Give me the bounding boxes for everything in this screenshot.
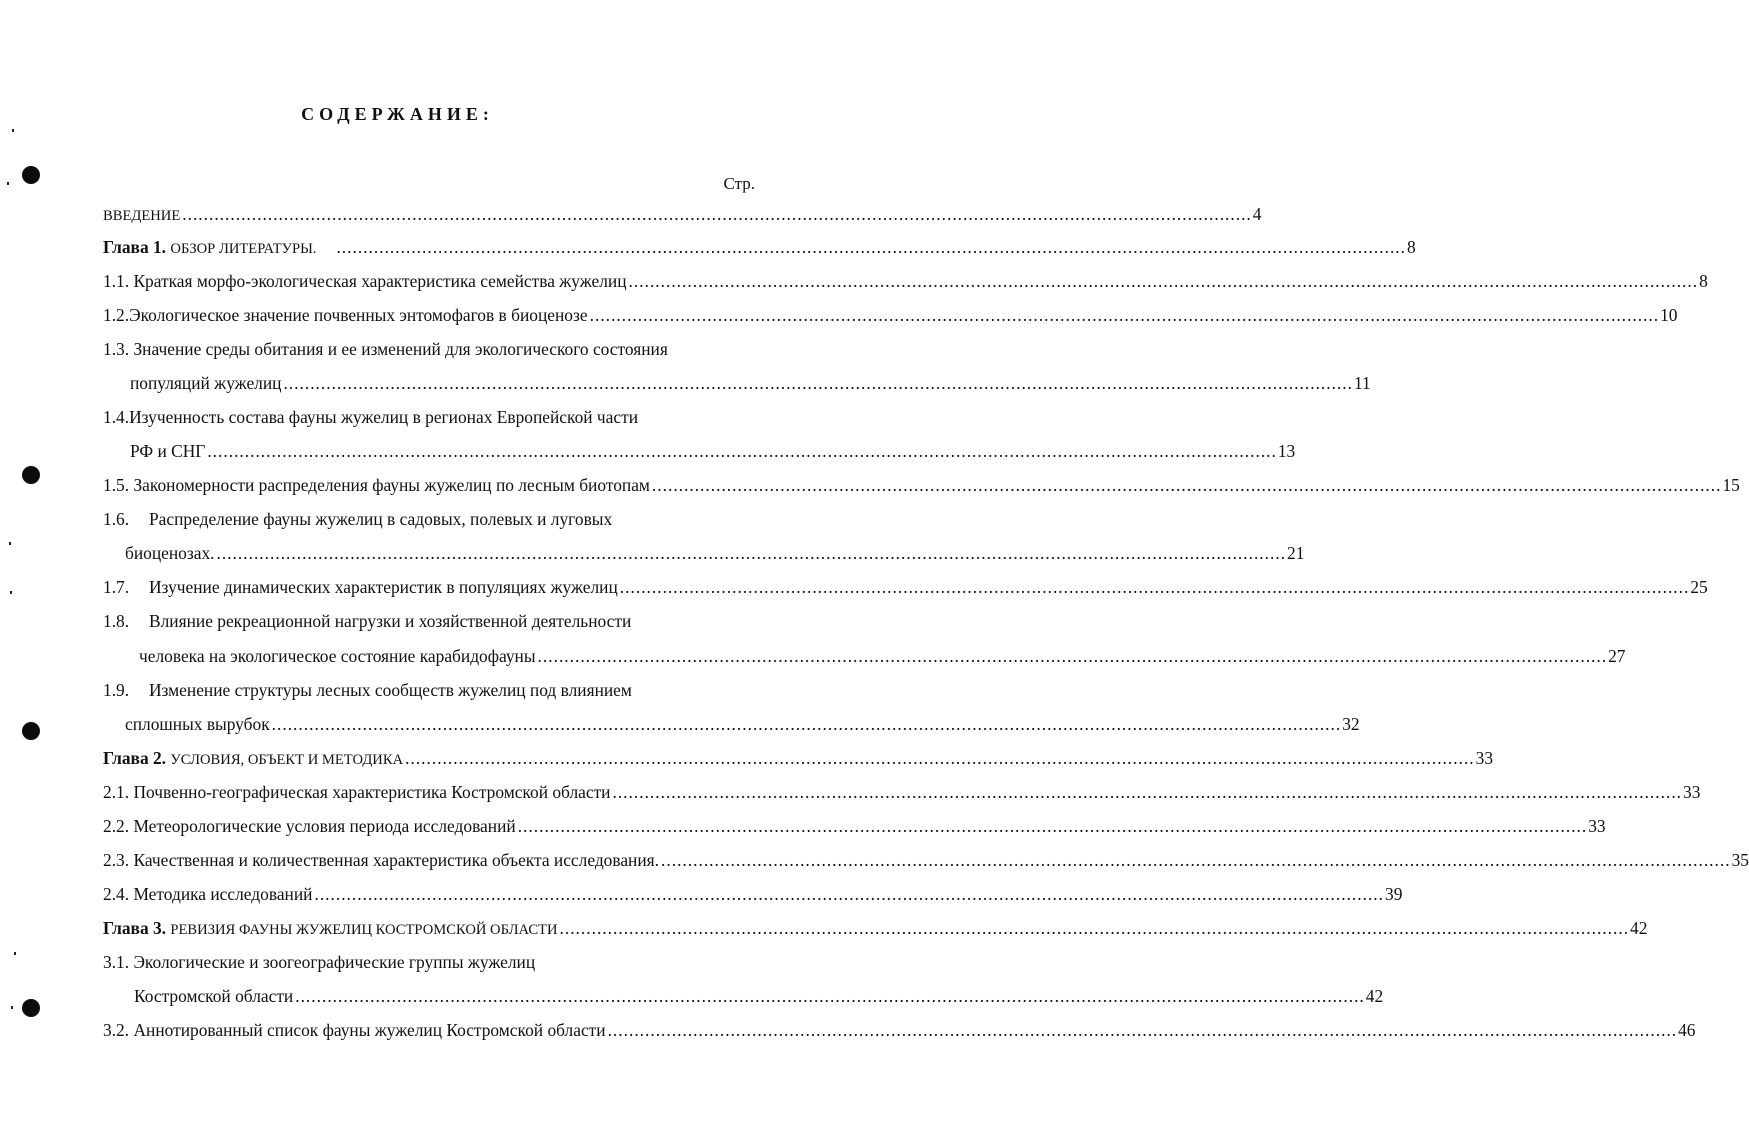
leader-dots: ........................................................................................................................................................................................................ [405,748,1475,768]
entry-page: 35 [1731,850,1749,870]
entry-page: 33 [1683,782,1701,802]
entry-page: 27 [1608,646,1626,666]
entry-page: 39 [1385,884,1403,904]
entry-number: 1.1. [103,271,130,291]
leader-dots: ........................................................................................................................................................................................................ [559,918,1630,938]
entry-text: Краткая морфо-экологическая характеристика семейства жужелиц [133,271,627,291]
entry-text: Методика исследований [133,884,313,904]
leader-dots: ........................................................................................................................................................................................................ [314,884,1384,904]
entry-text: ВВЕДЕНИЕ [103,208,181,224]
entry-page: 33 [1475,748,1494,768]
entry-page: 13 [1277,441,1296,461]
leader-dots: ........................................................................................................................................................................................................ [619,577,1690,597]
toc-entry-1-3-cont[interactable] [130,373,1371,394]
entry-text: Экологическое значение почвенных энтомофагов в биоценозе [129,305,588,325]
entry-text: ОБЗОР ЛИТЕРАТУРЫ. [170,241,317,257]
toc-entry-1-5[interactable] [103,475,1740,496]
toc-entry-1-1[interactable] [103,271,1708,292]
entry-text-continued: Костромской области [134,986,294,1006]
leader-dots: ........................................................................................................................................................................................................ [207,441,1277,461]
toc-entry-1-4-cont[interactable] [130,441,1296,462]
page-title: СОДЕРЖАНИЕ: [301,104,494,124]
entry-text: Почвенно-географическая характеристика Костромской области [133,782,611,802]
leader-dots: ........................................................................................................................................................................................................ [589,305,1660,325]
toc-entry-chapter-3[interactable] [103,918,1648,939]
entry-text: Влияние рекреационной нагрузки и хозяйственной деятельности [149,611,632,631]
leader-dots: ........................................................................................................................................................................................................ [271,714,1342,734]
entry-page: 46 [1678,1020,1696,1040]
entry-text: Изучение динамических характеристик в популяциях жужелиц [149,577,618,597]
leader-dots: ........................................................................................................................................................................................................ [612,782,1683,802]
leader-dots: ........................................................................................................................................................................................................ [607,1020,1678,1040]
entry-text: Метеорологические условия периода исследований [133,816,516,836]
toc-entry-3-2[interactable] [103,1020,1696,1041]
entry-number: 3.2. [103,1020,130,1040]
entry-text-continued: биоценозах. [125,543,215,563]
entry-text: Распределение фауны жужелиц в садовых, полевых и луговых [149,509,613,529]
entry-number: 1.6. [103,509,130,529]
toc-entry-1-4[interactable] [103,407,638,428]
entry-text: Закономерности распределения фауны жужелиц по лесным биотопам [133,475,650,495]
entry-text: Аннотированный список фауны жужелиц Костромской области [133,1020,606,1040]
leader-dots: ........................................................................................................................................................................................................ [283,373,1353,393]
entry-number: 2.3. [103,850,130,870]
leader-dots: ........................................................................................................................................................................................................ [651,475,1722,495]
toc-entry-1-2[interactable] [103,305,1678,326]
page-column-label: Стр. [723,174,755,193]
toc-entry-1-9[interactable] [103,680,632,701]
entry-number: 2.1. [103,782,130,802]
entry-text: УСЛОВИЯ, ОБЪЕКТ И МЕТОДИКА [170,752,404,768]
toc-entry-3-1-cont[interactable] [134,986,1384,1007]
entry-page: 33 [1588,816,1606,836]
toc-entry-2-4[interactable] [103,884,1403,905]
entry-text: Изменение структуры лесных сообществ жужелиц под влиянием [149,680,632,700]
leader-dots: ........................................................................................................................................................................................................ [336,237,1406,257]
entry-page: 8 [1699,271,1708,291]
entry-page: 25 [1690,577,1708,597]
toc-entry-1-6[interactable] [103,509,612,530]
entry-page: 8 [1406,237,1416,257]
entry-page: 42 [1365,986,1384,1006]
toc-entry-1-3[interactable] [103,339,668,360]
entry-page: 32 [1342,714,1360,734]
entry-number: 3.1. [103,952,130,972]
entry-text-continued: популяций жужелиц [130,373,282,393]
toc-entry-chapter-2[interactable] [103,748,1494,769]
leader-dots: ........................................................................................................................................................................................................ [517,816,1588,836]
leader-dots: ........................................................................................................................................................................................................ [295,986,1365,1006]
chapter-label: Глава 3. [103,918,167,938]
entry-text-continued: человека на экологическое состояние карабидофауны [139,646,536,666]
entry-text: Экологические и зоогеографические группы жужелиц [133,952,536,972]
toc-entry-intro[interactable] [103,204,1262,225]
entry-page: 10 [1660,305,1678,325]
entry-number: 1.4. [103,407,130,427]
leader-dots: ........................................................................................................................................................................................................ [628,271,1699,291]
entry-text: Качественная и количественная характеристика объекта исследования. [133,850,660,870]
chapter-label: Глава 2. [103,748,167,768]
toc-entry-3-1[interactable] [103,952,535,973]
entry-number: 1.2. [103,305,130,325]
entry-text-continued: РФ и СНГ [130,441,206,461]
leader-dots: ........................................................................................................................................................................................................ [661,850,1731,870]
toc-entry-2-1[interactable] [103,782,1701,803]
entry-text: РЕВИЗИЯ ФАУНЫ ЖУЖЕЛИЦ КОСТРОМСКОЙ ОБЛАСТИ [170,922,558,938]
toc-entry-1-6-cont[interactable] [125,543,1305,564]
toc-entry-1-8[interactable] [103,611,631,632]
entry-page: 15 [1722,475,1740,495]
leader-dots: ........................................................................................................................................................................................................ [182,204,1252,224]
entry-number: 2.4. [103,884,130,904]
entry-number: 1.8. [103,611,130,631]
leader-dots: ........................................................................................................................................................................................................ [216,543,1287,563]
toc-entry-1-7[interactable] [103,577,1708,598]
entry-text: Значение среды обитания и ее изменений для экологического состояния [133,339,668,359]
toc-entry-1-8-cont[interactable] [139,646,1626,667]
entry-number: 1.9. [103,680,130,700]
entry-number: 1.3. [103,339,130,359]
toc-entry-chapter-1[interactable] [103,237,1416,258]
toc-entry-2-3[interactable] [103,850,1749,871]
entry-page: 21 [1287,543,1305,563]
toc-entry-2-2[interactable] [103,816,1606,837]
chapter-label: Глава 1. [103,237,167,257]
leader-dots: ........................................................................................................................................................................................................ [537,646,1608,666]
toc-entry-1-9-cont[interactable] [125,714,1360,735]
entry-text: Изученность состава фауны жужелиц в регионах Европейской части [129,407,639,427]
entry-page: 4 [1252,204,1262,224]
entry-text-continued: сплошных вырубок [125,714,270,734]
entry-number: 1.5. [103,475,130,495]
entry-page: 11 [1354,373,1371,393]
entry-number: 1.7. [103,577,130,597]
entry-page: 42 [1630,918,1648,938]
entry-number: 2.2. [103,816,130,836]
